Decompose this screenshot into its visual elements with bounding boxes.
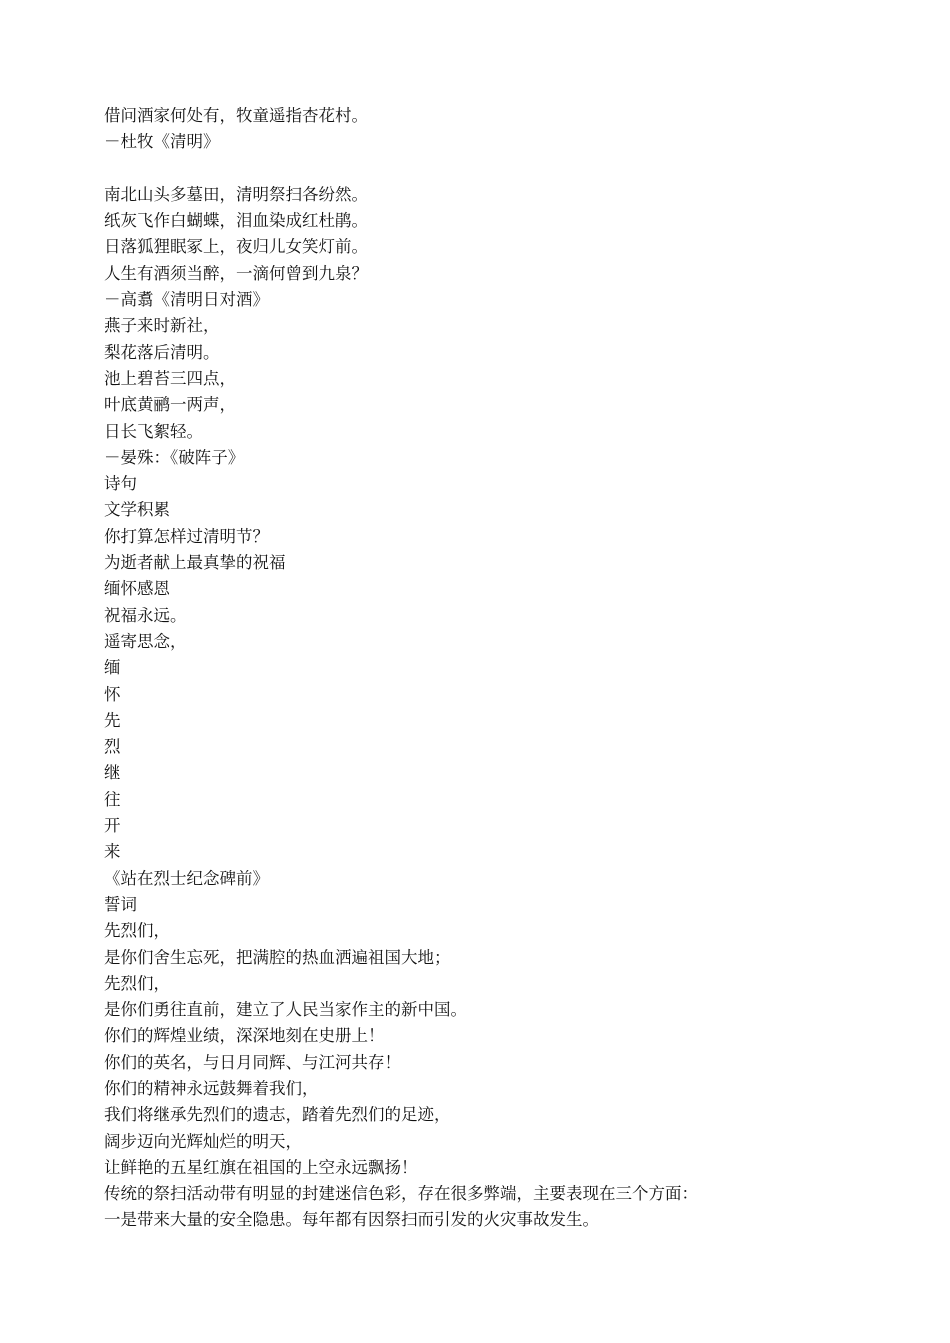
text-line: －杜牧《清明》	[104, 132, 220, 152]
text-line: 烈	[104, 737, 121, 757]
text-line: 来	[104, 842, 121, 862]
text-line: 《站在烈士纪念碑前》	[104, 868, 269, 888]
text-line: 让鲜艳的五星红旗在祖国的上空永远飘扬！	[104, 1157, 418, 1177]
text-line: 是你们舍生忘死，把满腔的热血洒遍祖国大地；	[104, 947, 451, 967]
text-line: 你们的英名，与日月同辉、与江河共存！	[104, 1052, 401, 1072]
text-line: 缅	[104, 658, 121, 678]
text-line: 先烈们，	[104, 973, 170, 993]
text-line: 先	[104, 710, 121, 730]
text-line: 遥寄思念，	[104, 631, 187, 651]
text-line: 梨花落后清明。	[104, 342, 220, 362]
text-line: 为逝者献上最真挚的祝福	[104, 553, 286, 573]
text-line: 继	[104, 763, 121, 783]
text-line: 我们将继承先烈们的遗志，踏着先烈们的足迹，	[104, 1105, 451, 1125]
text-line: 叶底黄鹂一两声，	[104, 395, 236, 415]
text-line: 往	[104, 789, 121, 809]
text-line: 日长飞絮轻。	[104, 421, 203, 441]
text-line: 你们的辉煌业绩，深深地刻在史册上！	[104, 1026, 385, 1046]
text-line: 南北山头多墓田，清明祭扫各纷然。	[104, 184, 368, 204]
text-line: 誓词	[104, 894, 137, 914]
text-line: 怀	[104, 684, 121, 704]
text-line: 你们的精神永远鼓舞着我们，	[104, 1078, 319, 1098]
text-line: －高翥《清明日对酒》	[104, 290, 269, 310]
text-line: 池上碧苔三四点，	[104, 368, 236, 388]
text-line: 阔步迈向光辉灿烂的明天，	[104, 1131, 302, 1151]
text-line: －晏殊：《破阵子》	[104, 447, 245, 467]
text-line: 诗句	[104, 474, 137, 494]
text-line: 先烈们，	[104, 921, 170, 941]
text-line: 传统的祭扫活动带有明显的封建迷信色彩，存在很多弊端，主要表现在三个方面：	[104, 1184, 698, 1204]
text-line: 日落狐狸眠冢上，夜归儿女笑灯前。	[104, 237, 368, 257]
text-line: 你打算怎样过清明节？	[104, 526, 269, 546]
text-line: 开	[104, 816, 121, 836]
text-line: 祝福永远。	[104, 605, 187, 625]
text-line: 纸灰飞作白蝴蝶，泪血染成红杜鹃。	[104, 211, 368, 231]
text-line: 是你们勇往直前，建立了人民当家作主的新中国。	[104, 1000, 467, 1020]
document-body	[104, 103, 864, 1234]
text-line: 缅怀感恩	[104, 579, 170, 599]
text-line: 借问酒家何处有，牧童遥指杏花村。	[104, 106, 368, 125]
blank-line	[104, 156, 864, 182]
text-line: 文学积累	[104, 500, 170, 520]
text-line: 燕子来时新社，	[104, 316, 220, 336]
text-line: 一是带来大量的安全隐患。每年都有因祭扫而引发的火灾事故发生。	[104, 1210, 599, 1230]
text-line: 人生有酒须当醉，一滴何曾到九泉？	[104, 263, 368, 283]
